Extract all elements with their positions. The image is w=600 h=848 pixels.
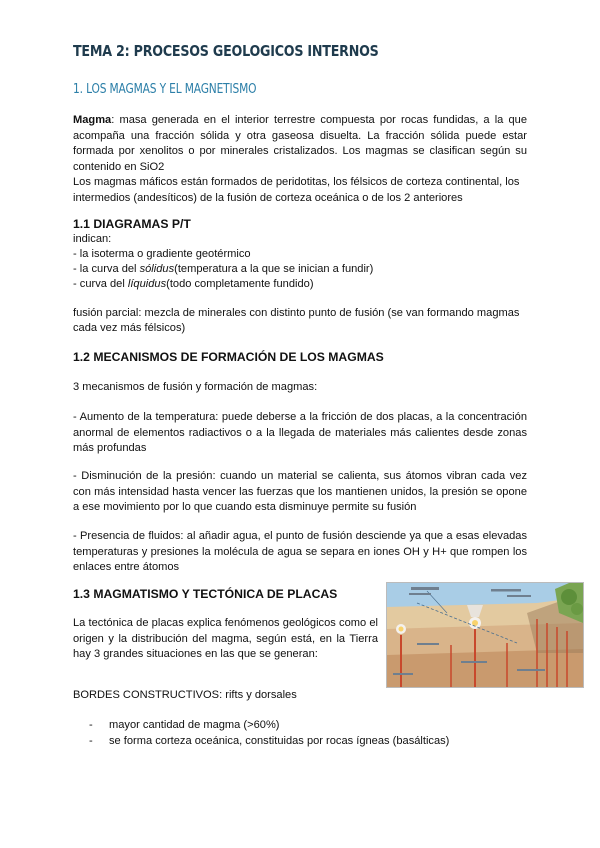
- liquidus-prefix: - curva del: [73, 278, 128, 290]
- diagram-item-liquidus: [73, 277, 314, 293]
- mechanism-fluids: - Presencia de fluidos: al añadir agua, el punto de fusión desciende ya que a esas elevadas temperaturas y presiones la molécula de agua se separa en iones OH y H+ que rompen los enlaces entre átomos: [73, 530, 527, 574]
- tectonics-intro: La tectónica de placas explica fenómenos geológicos como el origen y la distribución del magma, según está, en la Tierra hay 3 grandes situaciones en las que se generan:: [73, 617, 378, 661]
- constructive-borders: BORDES CONSTRUCTIVOS: rifts y dorsales: [73, 689, 297, 701]
- magma-definition-text: : masa generada en el interior terrestre compuesta por rocas fundidas, a la que acompaña una fracción sólida y otra gaseosa disuelta. La fracción sólida puede estar formada por xenolitos o por minerales cristalizados. Los magmas se clasifican según su contenido en SiO2: [73, 114, 527, 173]
- liquidus-description: (todo completamente fundido): [166, 278, 314, 290]
- section-heading-mecanismos: 1.2 MECANISMOS DE FORMACIÓN DE LOS MAGMAS: [73, 350, 384, 364]
- bullet-marker-1: -: [89, 719, 93, 731]
- bullet-marker-2: -: [89, 735, 93, 747]
- section-heading-tectonica: 1.3 MAGMATISMO Y TECTÓNICA DE PLACAS: [73, 587, 338, 601]
- solidus-term: sólidus: [139, 263, 175, 275]
- magma-types-paragraph: Los magmas máficos están formados de peridotitas, los félsicos de corteza continental, los intermedios (andesíticos) de la fusión de corteza oceánica o de los 2 anteriores: [73, 176, 520, 204]
- document-title: TEMA 2: PROCESOS GEOLOGICOS INTERNOS: [73, 42, 379, 60]
- magma-term: Magma: [73, 114, 112, 126]
- mechanism-pressure: - Disminución de la presión: cuando un material se calienta, sus átomos vibran cada vez con más intensidad hasta vencer las fuerzas que los mantienen unidos, la presión se opone a ese movimiento por lo que cuando esta disminuye permite su fusión: [73, 470, 527, 514]
- bullet-magma-quantity: mayor cantidad de magma (>60%): [109, 719, 280, 731]
- partial-fusion-line-1: fusión parcial: mezcla de minerales con distinto punto de fusión (se van formando magmas: [73, 307, 520, 319]
- diagram-item-isoterma: - la isoterma o gradiente geotérmico: [73, 248, 251, 260]
- diagram-item-solidus: [73, 262, 373, 278]
- bullet-oceanic-crust: se forma corteza oceánica, constituidas por rocas ígneas (basálticas): [109, 735, 450, 747]
- section-heading-magmas: 1. LOS MAGMAS Y EL MAGNETISMO: [73, 82, 257, 97]
- partial-fusion-line-2: cada vez más félsicos): [73, 322, 186, 334]
- magma-definition: [73, 113, 527, 175]
- plate-tectonics-diagram: [386, 582, 584, 688]
- mechanism-temperature: - Aumento de la temperatura: puede deberse a la fricción de dos placas, a la concentración anormal de elementos radiactivos o a la llegada de materiales más calientes desde zonas más profundas: [73, 411, 527, 455]
- liquidus-term: líquidus: [127, 278, 167, 290]
- solidus-prefix: - la curva del: [73, 263, 140, 275]
- solidus-description: (temperatura a la que se inician a fundir): [174, 263, 374, 275]
- section-heading-diagramas: 1.1 DIAGRAMAS P/T: [73, 217, 191, 231]
- diagram-intro: indican:: [73, 233, 112, 245]
- mechanisms-intro: 3 mecanismos de fusión y formación de magmas:: [73, 381, 318, 393]
